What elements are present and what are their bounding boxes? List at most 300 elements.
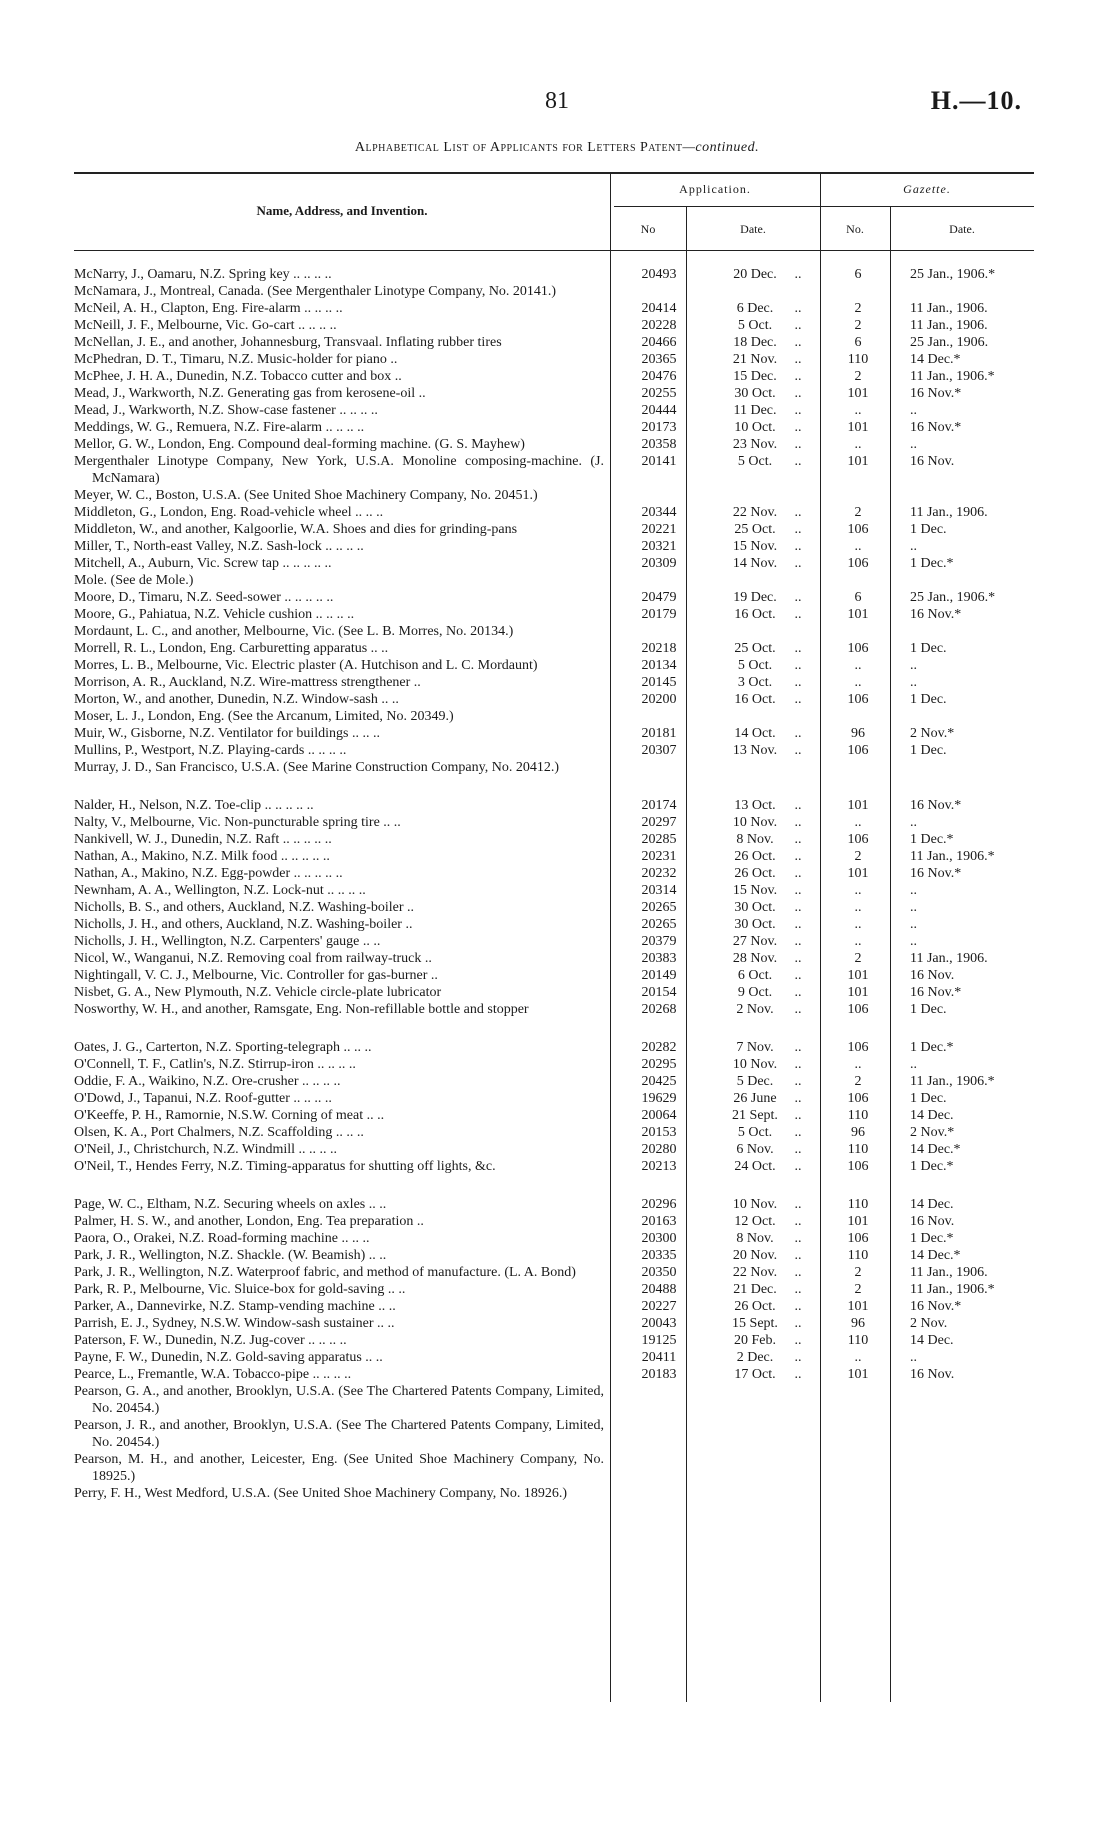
application-number: 20344 [641, 505, 677, 520]
application-number: 20163 [641, 1214, 677, 1229]
applicant-entry: Pearson, M. H., and another, Leicester, Eng. (See United Shoe Machinery Company, No. 18925.) [74, 1452, 604, 1484]
applicant-entry: Nicholls, B. S., and others, Auckland, N.Z. Washing-boiler .. [74, 900, 415, 915]
gazette-number: 106 [847, 641, 869, 656]
application-number: 20213 [641, 1159, 677, 1174]
gazette-number: 106 [847, 522, 869, 537]
gazette-number: 101 [847, 420, 869, 435]
table-row [74, 1451, 1034, 1485]
application-number: 20154 [641, 985, 677, 1000]
applicant-entry: Morrell, R. L., London, Eng. Carburetting apparatus .. .. [74, 641, 389, 656]
gazette-number: .. [854, 917, 862, 932]
gazette-number: 2 [854, 951, 862, 966]
applicant-entry: Park, J. R., Wellington, N.Z. Waterproof fabric, and method of manufacture. (L. A. Bond) [74, 1265, 576, 1280]
application-number: 20149 [641, 968, 677, 983]
leader-dots: .. [794, 1091, 802, 1106]
leader-dots: .. [794, 849, 802, 864]
gazette-number: .. [854, 934, 862, 949]
leader-dots: .. [794, 318, 802, 333]
gazette-date: .. [910, 658, 917, 673]
gazette-number: 106 [847, 1040, 869, 1055]
gazette-date: 2 Nov.* [910, 726, 955, 741]
applicant-entry: Morton, W., and another, Dunedin, N.Z. Window-sash .. .. [74, 692, 399, 707]
application-number: 20307 [641, 743, 677, 758]
gazette-date: .. [910, 675, 917, 690]
applicant-entry: O'Keeffe, P. H., Ramornie, N.S.W. Corning of meat .. .. [74, 1108, 385, 1123]
applicant-entry: Morrison, A. R., Auckland, N.Z. Wire-mattress strengthener .. [74, 675, 421, 690]
table-row [74, 487, 1034, 504]
leader-dots: .. [794, 1265, 802, 1280]
table-row [74, 865, 1034, 882]
table-row [74, 436, 1034, 453]
table-row [74, 984, 1034, 1001]
leader-dots: .. [794, 607, 802, 622]
gazette-date: .. [910, 403, 917, 418]
leader-dots: .. [794, 420, 802, 435]
applicant-entry: McPhee, J. H. A., Dunedin, N.Z. Tobacco cutter and box .. [74, 369, 402, 384]
letter-group [74, 1196, 1034, 1502]
gazette-number: 110 [847, 1333, 869, 1348]
gazette-date: 2 Nov.* [910, 1125, 955, 1140]
table-row [74, 1001, 1034, 1018]
table-row [74, 1247, 1034, 1264]
gazette-date: 11 Jan., 1906. [910, 1265, 988, 1280]
leader-dots: .. [794, 522, 802, 537]
applicant-entry: Nicol, W., Wanganui, N.Z. Removing coal from railway-truck .. [74, 951, 432, 966]
gazette-date: 16 Nov.* [910, 798, 962, 813]
gazette-number: 106 [847, 1091, 869, 1106]
gazette-number: .. [854, 437, 862, 452]
application-number: 20488 [641, 1282, 677, 1297]
application-date: 21 Nov. [732, 352, 778, 367]
application-date: 15 Nov. [732, 883, 778, 898]
leader-dots: .. [794, 386, 802, 401]
application-date: 6 Dec. [736, 301, 774, 316]
application-number: 20295 [641, 1057, 677, 1072]
table-row [74, 1039, 1034, 1056]
applicant-entry: Mellor, G. W., London, Eng. Compound deal-forming machine. (G. S. Mayhew) [74, 437, 525, 452]
col-header-application: Application. [679, 182, 751, 196]
table-row [74, 1073, 1034, 1090]
applicant-entry: Miller, T., North-east Valley, N.Z. Sash-lock .. .. .. .. [74, 539, 364, 554]
table-row [74, 759, 1034, 776]
applicant-entry: Paterson, F. W., Dunedin, N.Z. Jug-cover .. .. .. .. [74, 1333, 347, 1348]
gazette-number: 2 [854, 301, 862, 316]
applicant-entry: Oates, J. G., Carterton, N.Z. Sporting-telegraph .. .. .. [74, 1040, 372, 1055]
table-row [74, 950, 1034, 967]
application-date: 3 Oct. [737, 675, 773, 690]
table-row [74, 797, 1034, 814]
application-date: 10 Oct. [734, 420, 776, 435]
gazette-date: 16 Nov.* [910, 866, 962, 881]
leader-dots: .. [794, 369, 802, 384]
table-row [74, 623, 1034, 640]
gazette-number: 110 [847, 1197, 869, 1212]
letter-group [74, 266, 1034, 776]
gazette-number: 106 [847, 556, 869, 571]
leader-dots: .. [794, 692, 802, 707]
gazette-date: 11 Jan., 1906.* [910, 849, 995, 864]
table-row [74, 1158, 1034, 1175]
leader-dots: .. [794, 1231, 802, 1246]
gazette-date: 1 Dec. [910, 641, 947, 656]
leader-dots: .. [794, 1074, 802, 1089]
leader-dots: .. [794, 539, 802, 554]
application-date: 15 Dec. [733, 369, 777, 384]
leader-dots: .. [794, 743, 802, 758]
application-number: 20466 [641, 335, 677, 350]
application-date: 13 Oct. [734, 798, 776, 813]
application-number: 20280 [641, 1142, 677, 1157]
gazette-date: 25 Jan., 1906.* [910, 590, 996, 605]
table-row [74, 1090, 1034, 1107]
application-number: 20282 [641, 1040, 677, 1055]
application-date: 24 Oct. [734, 1159, 776, 1174]
gazette-number: 2 [854, 1282, 862, 1297]
gazette-number: .. [854, 900, 862, 915]
gazette-date: 14 Dec. [910, 1108, 954, 1123]
applicant-entry: Mead, J., Warkworth, N.Z. Generating gas from kerosene-oil .. [74, 386, 426, 401]
table-row [74, 521, 1034, 538]
application-number: 20297 [641, 815, 677, 830]
application-number: 20285 [641, 832, 677, 847]
gazette-date: 2 Nov. [910, 1316, 948, 1331]
applicant-entry: O'Connell, T. F., Catlin's, N.Z. Stirrup-iron .. .. .. .. [74, 1057, 356, 1072]
gazette-date: .. [910, 900, 917, 915]
applicant-entry: Middleton, W., and another, Kalgoorlie, W.A. Shoes and dies for grinding-pans [74, 522, 518, 537]
applicant-entry: Moser, L. J., London, Eng. (See the Arcanum, Limited, No. 20349.) [74, 709, 454, 724]
gazette-date: 1 Dec.* [910, 1231, 954, 1246]
leader-dots: .. [794, 1159, 802, 1174]
applicant-entry: Parrish, E. J., Sydney, N.S.W. Window-sash sustainer .. .. [74, 1316, 395, 1331]
application-date: 21 Sept. [732, 1108, 778, 1123]
application-date: 15 Nov. [732, 539, 778, 554]
gazette-number: .. [854, 1057, 862, 1072]
gazette-number: 101 [847, 866, 869, 881]
application-number: 20153 [641, 1125, 677, 1140]
leader-dots: .. [794, 1197, 802, 1212]
gazette-number: 2 [854, 505, 862, 520]
gazette-date: 16 Nov.* [910, 607, 962, 622]
gazette-number: .. [854, 658, 862, 673]
gazette-number: 106 [847, 1231, 869, 1246]
leader-dots: .. [794, 352, 802, 367]
table-row [74, 831, 1034, 848]
application-date: 27 Nov. [732, 934, 778, 949]
leader-dots: .. [794, 832, 802, 847]
application-date: 7 Nov. [736, 1040, 774, 1055]
table-row [74, 1107, 1034, 1124]
applicant-entry: Oddie, F. A., Waikino, N.Z. Ore-crusher .. .. .. .. [74, 1074, 341, 1089]
application-number: 20296 [641, 1197, 677, 1212]
application-number: 20145 [641, 675, 677, 690]
col-header-name: Name, Address, and Invention. [256, 203, 428, 218]
applicant-entry: O'Dowd, J., Tapanui, N.Z. Roof-gutter .. .. .. .. [74, 1091, 332, 1106]
application-number: 20255 [641, 386, 677, 401]
table-row [74, 967, 1034, 984]
leader-dots: .. [794, 1125, 802, 1140]
gazette-date: 1 Dec. [910, 692, 947, 707]
leader-dots: .. [794, 1040, 802, 1055]
table-row [74, 419, 1034, 436]
applicant-entry: Parker, A., Dannevirke, N.Z. Stamp-vending machine .. .. [74, 1299, 396, 1314]
application-date: 15 Sept. [732, 1316, 778, 1331]
gazette-number: 106 [847, 743, 869, 758]
applicant-entry: Meddings, W. G., Remuera, N.Z. Fire-alarm .. .. .. .. [74, 420, 365, 435]
table-row [74, 1332, 1034, 1349]
applicant-entry: Pearson, J. R., and another, Brooklyn, U.S.A. (See The Chartered Patents Company, Limited, No. 20454.) [74, 1418, 604, 1450]
application-date: 23 Nov. [732, 437, 778, 452]
table-row [74, 402, 1034, 419]
application-date: 13 Nov. [732, 743, 778, 758]
applicant-entry: Park, R. P., Melbourne, Vic. Sluice-box for gold-saving .. .. [74, 1282, 406, 1297]
col-header-gz-no: No. [846, 222, 864, 236]
application-date: 2 Nov. [736, 1002, 774, 1017]
leader-dots: .. [794, 403, 802, 418]
leader-dots: .. [794, 1214, 802, 1229]
header-top-rule [74, 172, 1034, 174]
application-number: 20200 [641, 692, 677, 707]
table-row [74, 640, 1034, 657]
table-row [74, 1417, 1034, 1451]
leader-dots: .. [794, 335, 802, 350]
table-row [74, 1056, 1034, 1073]
gazette-number: 2 [854, 369, 862, 384]
application-date: 10 Nov. [732, 1057, 778, 1072]
applicant-entry: McNamara, J., Montreal, Canada. (See Mergenthaler Linotype Company, No. 20141.) [74, 284, 557, 299]
gazette-date: 16 Nov.* [910, 386, 962, 401]
application-date: 18 Dec. [733, 335, 777, 350]
leader-dots: .. [794, 1142, 802, 1157]
application-number: 20134 [641, 658, 677, 673]
leader-dots: .. [794, 1367, 802, 1382]
table-row [74, 334, 1034, 351]
application-date: 8 Nov. [736, 1231, 774, 1246]
leader-dots: .. [794, 1057, 802, 1072]
applicant-entry: Mergenthaler Linotype Company, New York, U.S.A. Monoline composing-machine. (J. McNamara) [74, 454, 604, 486]
gazette-number: 101 [847, 386, 869, 401]
application-number: 20064 [641, 1108, 677, 1123]
gazette-date: .. [910, 815, 917, 830]
gazette-date: 16 Nov. [910, 454, 955, 469]
leader-dots: .. [794, 505, 802, 520]
gazette-number: 96 [851, 1316, 865, 1331]
application-date: 10 Nov. [732, 815, 778, 830]
page-title [0, 140, 1114, 156]
table-row [74, 351, 1034, 368]
table-row [74, 1366, 1034, 1383]
application-number: 19629 [641, 1091, 677, 1106]
applicant-entry: Nicholls, J. H., and others, Auckland, N.Z. Washing-boiler .. [74, 917, 413, 932]
leader-dots: .. [794, 590, 802, 605]
application-date: 17 Oct. [734, 1367, 776, 1382]
application-number: 20493 [641, 267, 677, 282]
application-date: 6 Nov. [736, 1142, 774, 1157]
table-row [74, 589, 1034, 606]
table-row [74, 453, 1034, 487]
applicant-entry: McNellan, J. E., and another, Johannesburg, Transvaal. Inflating rubber tires [74, 335, 502, 350]
application-date: 5 Oct. [737, 318, 773, 333]
application-number: 20321 [641, 539, 677, 554]
application-date: 20 Feb. [734, 1333, 776, 1348]
gazette-date: 16 Nov. [910, 968, 955, 983]
gazette-number: .. [854, 815, 862, 830]
application-date: 10 Nov. [732, 1197, 778, 1212]
leader-dots: .. [794, 1350, 802, 1365]
gazette-date: 11 Jan., 1906. [910, 505, 988, 520]
leader-dots: .. [794, 1002, 802, 1017]
table-row [74, 1124, 1034, 1141]
gazette-date: 1 Dec. [910, 1091, 947, 1106]
gazette-date: 14 Dec. [910, 1333, 954, 1348]
leader-dots: .. [794, 1248, 802, 1263]
table-row [74, 606, 1034, 623]
gazette-number: 106 [847, 1159, 869, 1174]
applicant-entry: O'Neil, T., Hendes Ferry, N.Z. Timing-apparatus for shutting off lights, &c. [74, 1159, 496, 1174]
application-number: 20174 [641, 798, 677, 813]
application-number: 20379 [641, 934, 677, 949]
gazette-number: 101 [847, 1367, 869, 1382]
gazette-number: 106 [847, 692, 869, 707]
application-number: 20414 [641, 301, 677, 316]
leader-dots: .. [794, 437, 802, 452]
gazette-number: 101 [847, 454, 869, 469]
table-row [74, 1213, 1034, 1230]
application-date: 9 Oct. [737, 985, 773, 1000]
application-number: 20335 [641, 1248, 677, 1263]
gazette-number: 110 [847, 352, 869, 367]
application-date: 5 Oct. [737, 1125, 773, 1140]
application-date: 5 Oct. [737, 454, 773, 469]
table-row [74, 674, 1034, 691]
applicant-entry: Newnham, A. A., Wellington, N.Z. Lock-nut .. .. .. .. [74, 883, 366, 898]
leader-dots: .. [794, 985, 802, 1000]
table-row [74, 1141, 1034, 1158]
application-date: 20 Nov. [732, 1248, 778, 1263]
application-number: 20232 [641, 866, 677, 881]
application-date: 22 Nov. [732, 505, 778, 520]
application-date: 2 Dec. [736, 1350, 774, 1365]
table-row [74, 848, 1034, 865]
application-date: 12 Oct. [734, 1214, 776, 1229]
application-number: 20350 [641, 1265, 677, 1280]
col-header-gazette: Gazette. [903, 182, 951, 196]
table-row [74, 1264, 1034, 1281]
gazette-date: 14 Dec. [910, 1197, 954, 1212]
gazette-number: 110 [847, 1142, 869, 1157]
gazette-number: 2 [854, 1074, 862, 1089]
application-date: 6 Oct. [737, 968, 773, 983]
gazette-number: 101 [847, 607, 869, 622]
application-number: 20181 [641, 726, 677, 741]
application-date: 26 Oct. [734, 866, 776, 881]
application-number: 20227 [641, 1299, 677, 1314]
applicant-entry: Nalder, H., Nelson, N.Z. Toe-clip .. .. .. .. .. [74, 798, 314, 813]
application-number: 20365 [641, 352, 677, 367]
gazette-number: 110 [847, 1248, 869, 1263]
application-number: 20231 [641, 849, 677, 864]
applicant-entry: Nankivell, W. J., Dunedin, N.Z. Raft .. .. .. .. .. [74, 832, 332, 847]
table-row [74, 317, 1034, 334]
gazette-number: .. [854, 403, 862, 418]
application-date: 25 Oct. [734, 641, 776, 656]
applicant-entry: Olsen, K. A., Port Chalmers, N.Z. Scaffolding .. .. .. [74, 1125, 364, 1140]
table-row [74, 555, 1034, 572]
table-row [74, 725, 1034, 742]
applicant-entry: McPhedran, D. T., Timaru, N.Z. Music-holder for piano .. [74, 352, 398, 367]
applicants-table [74, 266, 1034, 1523]
application-number: 20268 [641, 1002, 677, 1017]
leader-dots: .. [794, 675, 802, 690]
table-row [74, 933, 1034, 950]
application-number: 20314 [641, 883, 677, 898]
leader-dots: .. [794, 658, 802, 673]
application-date: 26 Oct. [734, 1299, 776, 1314]
table-row [74, 1383, 1034, 1417]
applicant-entry: O'Neil, J., Christchurch, N.Z. Windmill .. .. .. .. [74, 1142, 338, 1157]
gazette-number: 96 [851, 726, 865, 741]
applicant-entry: Mole. (See de Mole.) [74, 573, 194, 588]
table-row [74, 266, 1034, 283]
application-number: 20479 [641, 590, 677, 605]
table-row [74, 657, 1034, 674]
leader-dots: .. [794, 1316, 802, 1331]
table-row [74, 300, 1034, 317]
title-main: Alphabetical List of Applicants for Letters Patent [354, 140, 683, 155]
application-number: 20265 [641, 917, 677, 932]
application-number: 20425 [641, 1074, 677, 1089]
application-number: 20300 [641, 1231, 677, 1246]
gazette-number: 6 [854, 335, 862, 350]
gazette-date: 16 Nov.* [910, 420, 962, 435]
table-row [74, 691, 1034, 708]
gazette-date: 14 Dec.* [910, 1248, 961, 1263]
leader-dots: .. [794, 726, 802, 741]
application-number: 20221 [641, 522, 677, 537]
gazette-date: 1 Dec. [910, 1002, 947, 1017]
leader-dots: .. [794, 267, 802, 282]
col-header-app-date: Date. [740, 222, 766, 236]
gazette-date: 16 Nov.* [910, 1299, 962, 1314]
applicant-entry: Pearce, L., Fremantle, W.A. Tobacco-pipe .. .. .. .. [74, 1367, 352, 1382]
gazette-date: 11 Jan., 1906.* [910, 1282, 995, 1297]
gazette-date: 1 Dec. [910, 522, 947, 537]
gazette-date: 11 Jan., 1906.* [910, 1074, 995, 1089]
application-number: 20444 [641, 403, 677, 418]
gazette-date: .. [910, 1350, 917, 1365]
application-number: 20383 [641, 951, 677, 966]
leader-dots: .. [794, 556, 802, 571]
leader-dots: .. [794, 917, 802, 932]
leader-dots: .. [794, 641, 802, 656]
leader-dots: .. [794, 883, 802, 898]
page-number: 81 [545, 88, 569, 114]
application-date: 20 Dec. [733, 267, 777, 282]
gazette-date: .. [910, 934, 917, 949]
applicant-entry: McNarry, J., Oamaru, N.Z. Spring key .. .. .. .. [74, 267, 332, 282]
table-row [74, 708, 1034, 725]
leader-dots: .. [794, 968, 802, 983]
gazette-date: 25 Jan., 1906.* [910, 267, 996, 282]
applicant-entry: Nosworthy, W. H., and another, Ramsgate, Eng. Non-refillable bottle and stopper [74, 1002, 529, 1017]
leader-dots: .. [794, 1108, 802, 1123]
application-date: 28 Nov. [732, 951, 778, 966]
application-number: 20183 [641, 1367, 677, 1382]
letter-group [74, 1039, 1034, 1175]
table-row [74, 368, 1034, 385]
application-date: 16 Oct. [734, 692, 776, 707]
application-date: 30 Oct. [734, 900, 776, 915]
application-number: 20265 [641, 900, 677, 915]
